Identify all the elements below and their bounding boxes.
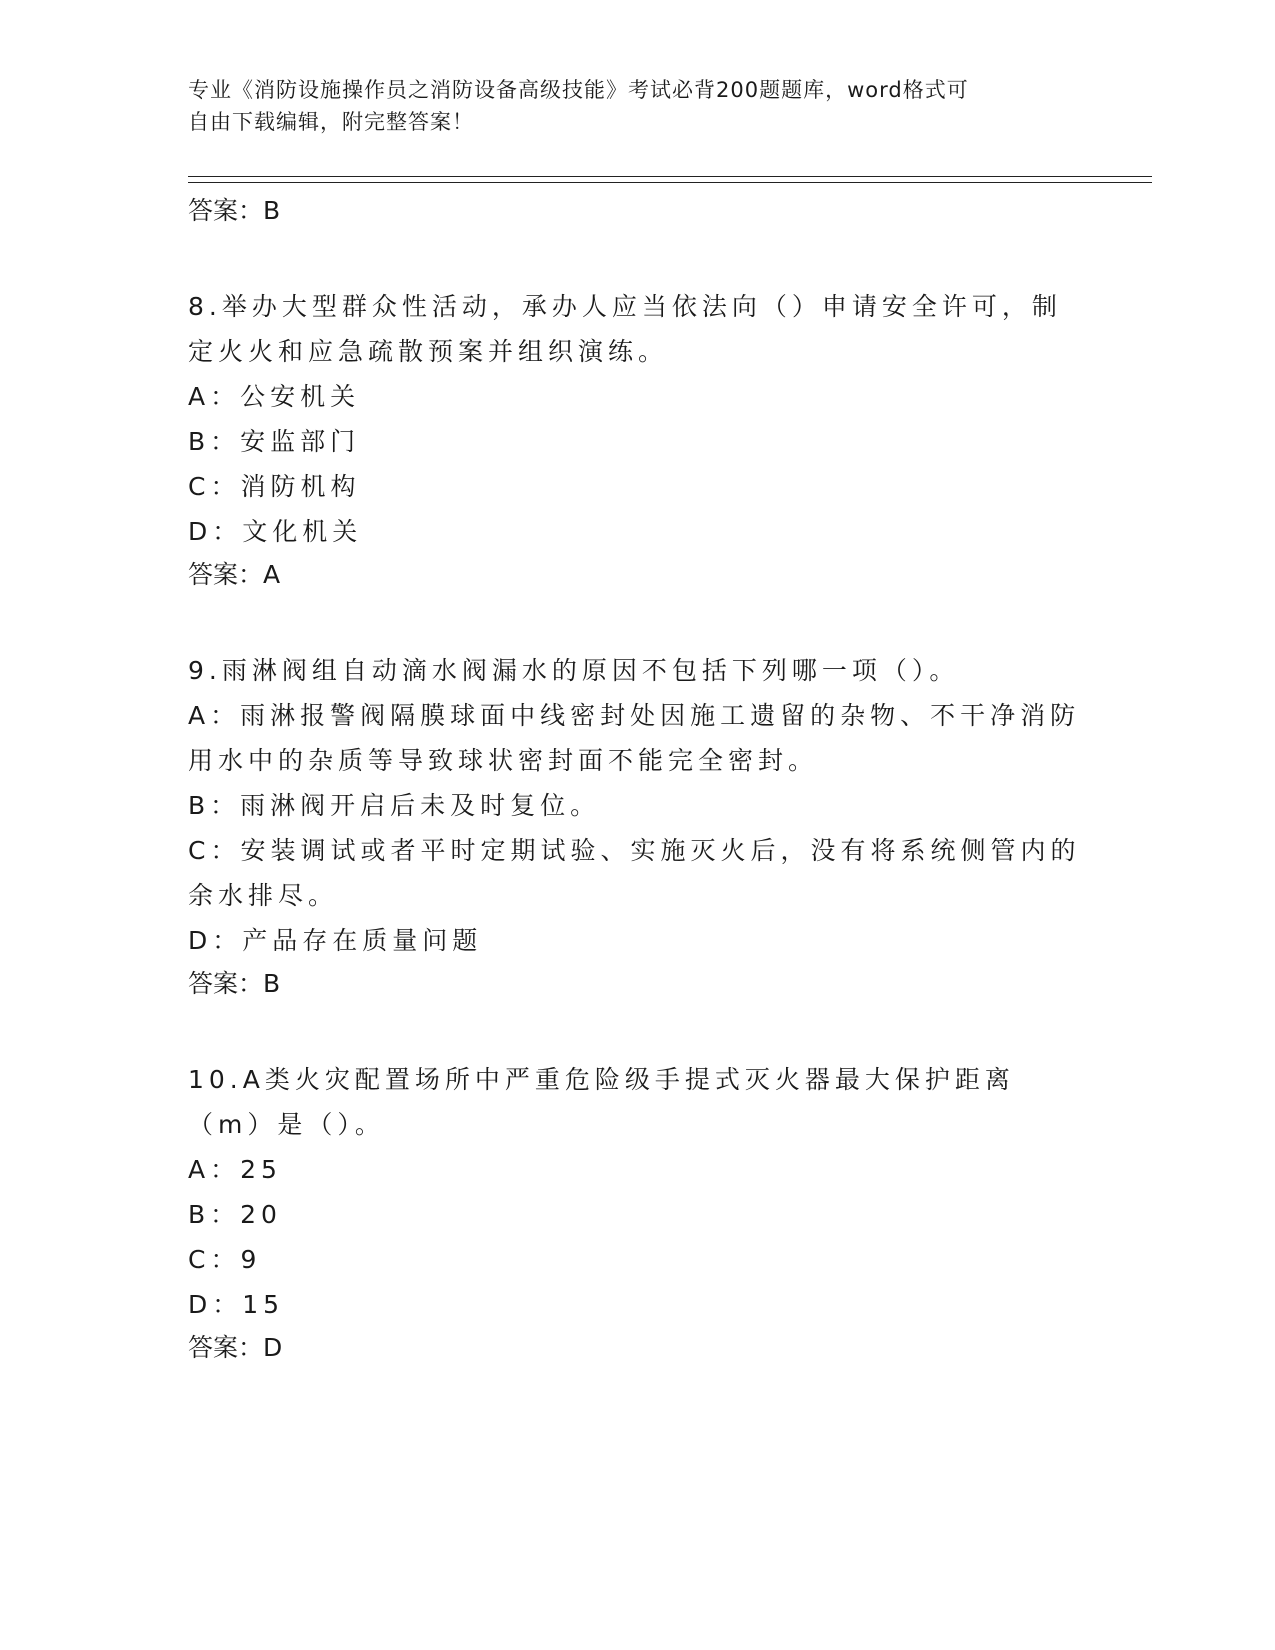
option-d: D：15 bbox=[188, 1290, 285, 1319]
header-divider-bottom bbox=[188, 182, 1152, 183]
option-d: D：文化机关 bbox=[188, 517, 363, 546]
option-c: C：9 bbox=[188, 1245, 262, 1274]
option-d: D：产品存在质量问题 bbox=[188, 926, 483, 955]
option-a: A：公安机关 bbox=[188, 382, 361, 411]
header-line-2: 自由下载编辑，附完整答案！ bbox=[188, 110, 474, 134]
option-c: C：安装调试或者平时定期试验、实施灭火后，没有将系统侧管内的余水排尽。 bbox=[188, 836, 1081, 910]
answer-line: 答案：B bbox=[188, 196, 281, 225]
answer-line: 答案：B bbox=[188, 969, 281, 998]
answer-line: 答案：A bbox=[188, 560, 281, 589]
question-text: 8.举办大型群众性活动，承办人应当依法向（）申请安全许可，制定火火和应急疏散预案并组织演练。 bbox=[188, 292, 1062, 366]
question-text: 9.雨淋阀组自动滴水阀漏水的原因不包括下列哪一项（）。 bbox=[188, 656, 960, 685]
option-a: A：25 bbox=[188, 1155, 282, 1184]
document-header bbox=[188, 74, 1088, 138]
option-b: B：安监部门 bbox=[188, 427, 361, 456]
answer-line: 答案：D bbox=[188, 1333, 283, 1362]
option-a: A：雨淋报警阀隔膜球面中线密封处因施工遗留的杂物、不干净消防用水中的杂质等导致球状密封面不能完全密封。 bbox=[188, 701, 1081, 775]
option-b: B：雨淋阀开启后未及时复位。 bbox=[188, 791, 601, 820]
question-8 bbox=[188, 284, 1088, 596]
option-c: C：消防机构 bbox=[188, 472, 361, 501]
header-divider-top bbox=[188, 176, 1152, 177]
document-body bbox=[188, 190, 1088, 1369]
question-10 bbox=[188, 1057, 1088, 1369]
question-text: 10.A类火灾配置场所中严重危险级手提式灭火器最大保护距离（m）是（）。 bbox=[188, 1065, 1015, 1139]
header-line-1: 专业《消防设施操作员之消防设备高级技能》考试必背200题题库，word格式可 bbox=[188, 78, 969, 102]
question-9 bbox=[188, 648, 1088, 1005]
option-b: B：20 bbox=[188, 1200, 282, 1229]
